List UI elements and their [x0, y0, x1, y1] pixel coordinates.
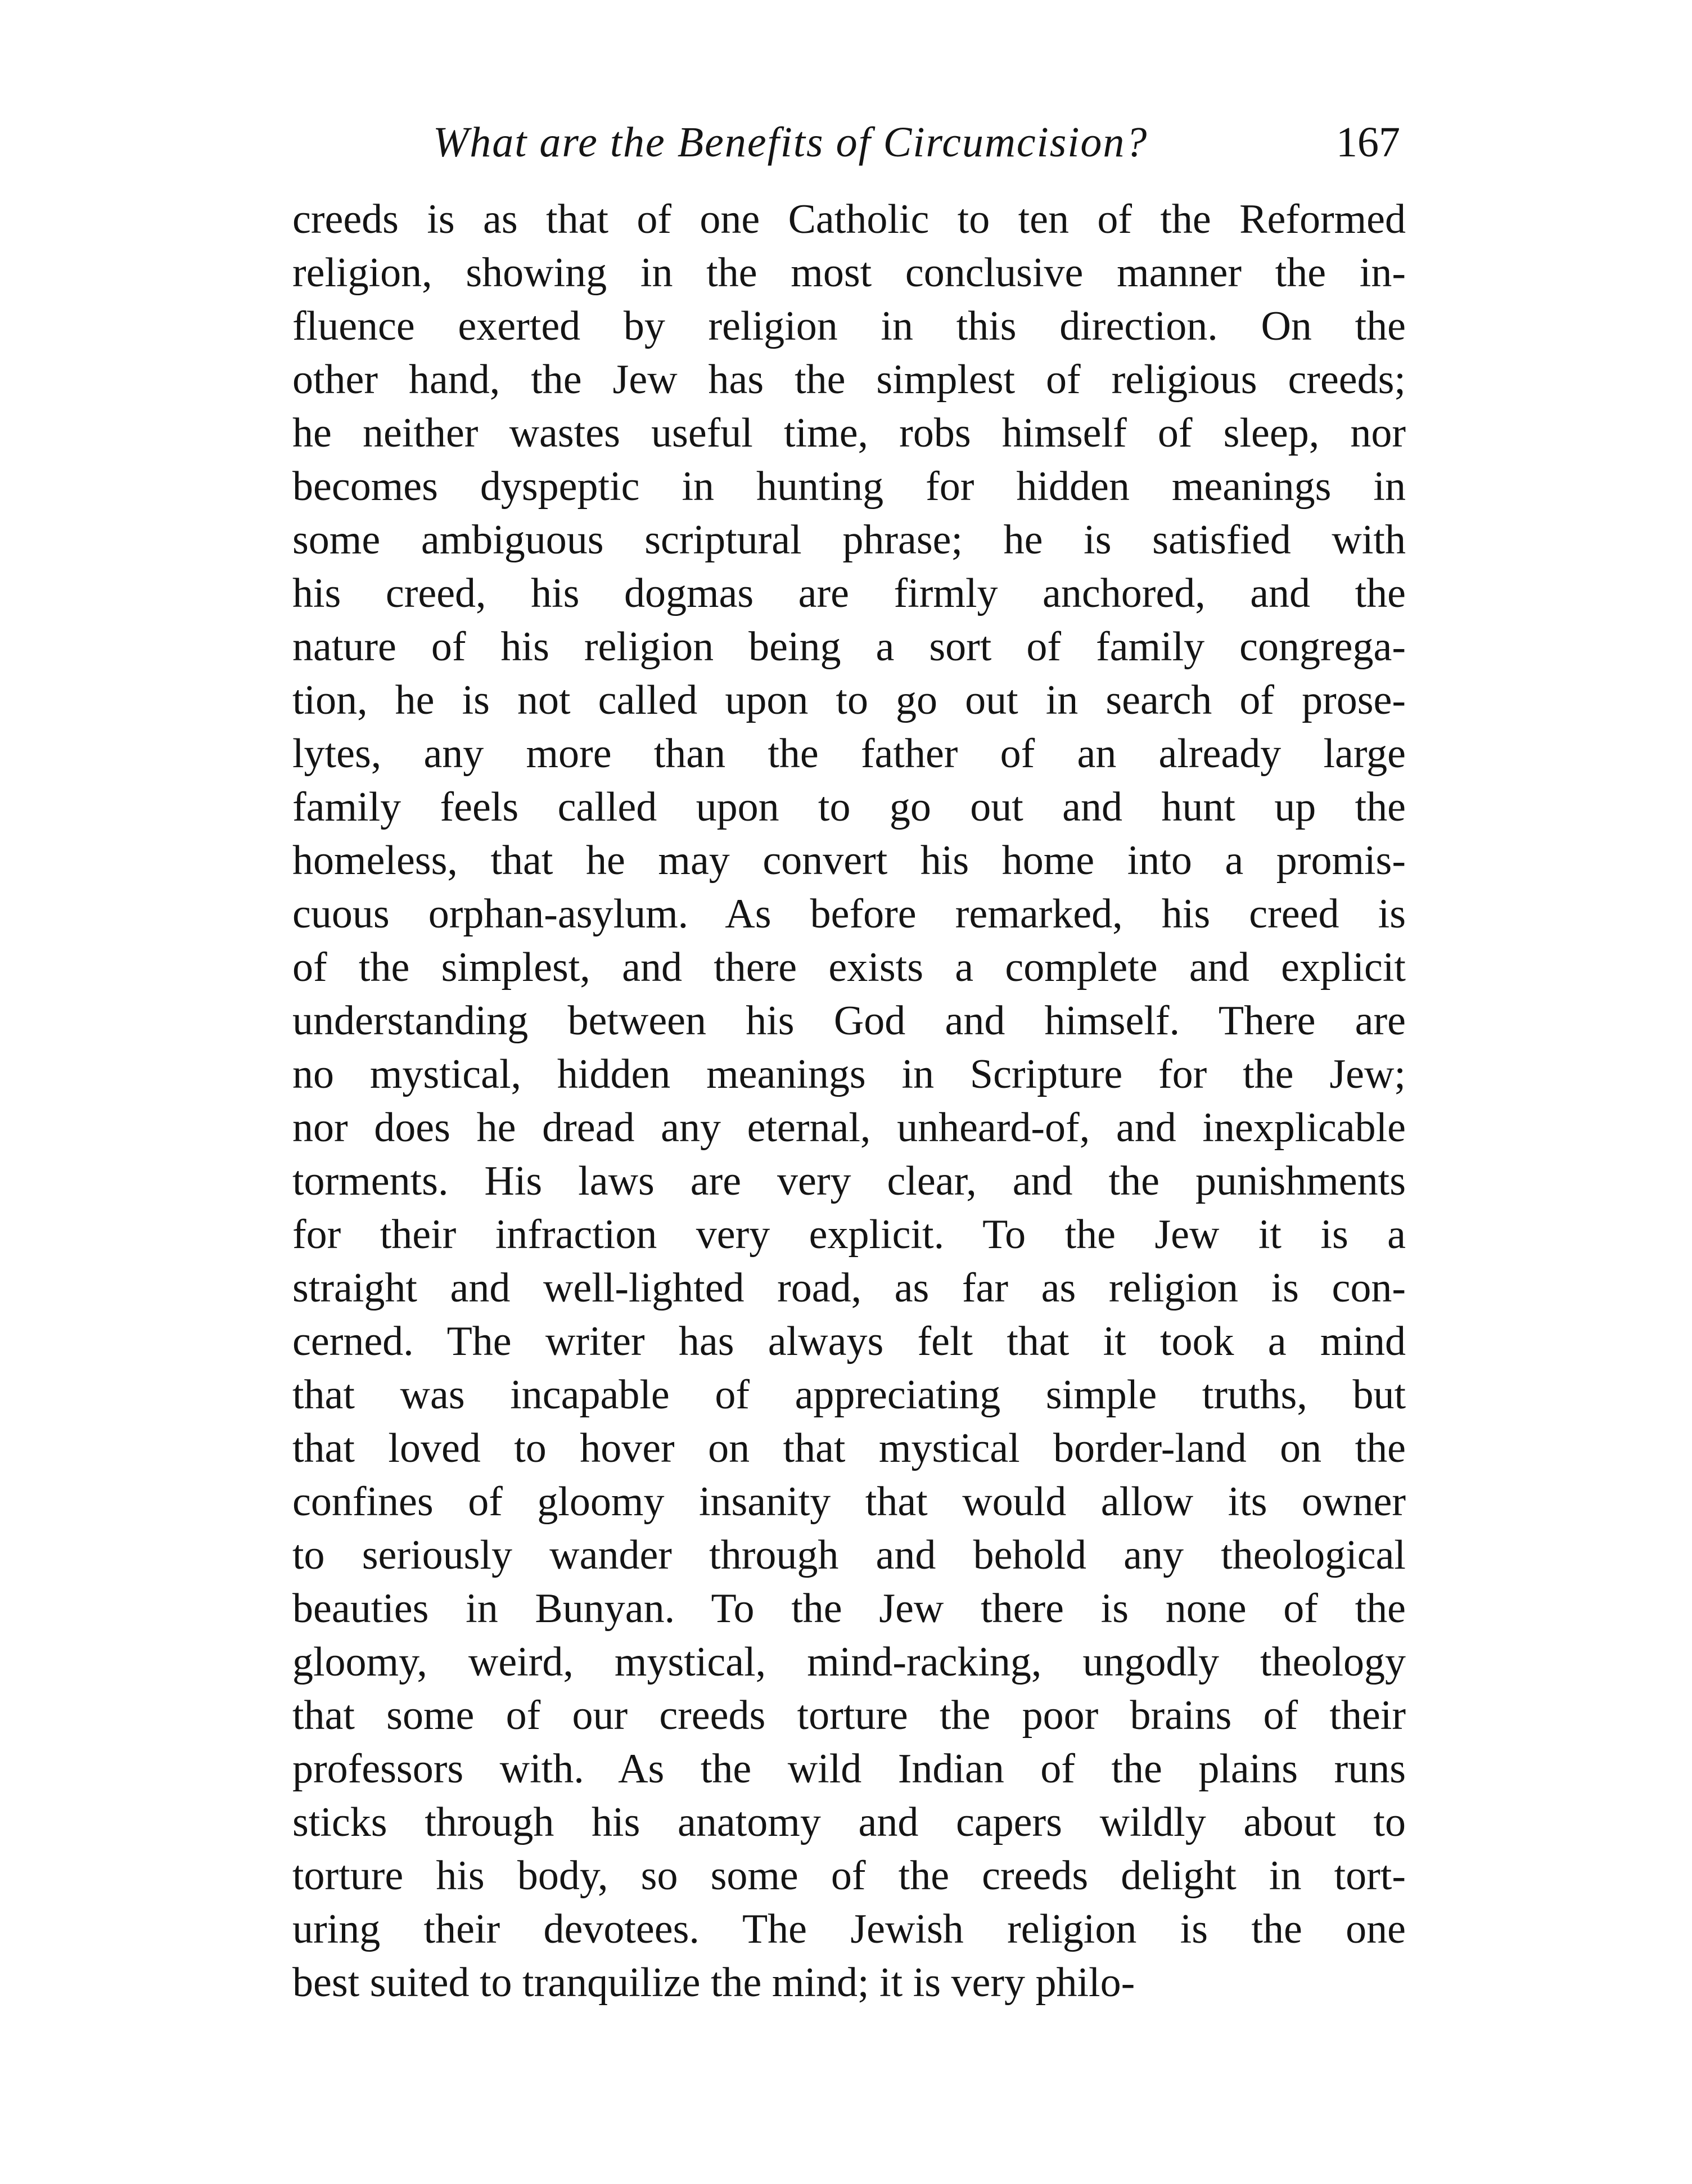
text-line: becomes dyspeptic in hunting for hidden meanings in [292, 463, 1406, 510]
text-line: nor does he dread any eternal, unheard-of, and inexplicable [292, 1105, 1406, 1151]
text-line: torture his body, so some of the creeds delight in tort- [292, 1853, 1406, 1899]
text-line: for their infraction very explicit. To the Jew it is a [292, 1212, 1406, 1258]
page-number: 167 [1336, 119, 1400, 166]
text-line: nature of his religion being a sort of family congrega- [292, 624, 1406, 670]
text-line: understanding between his God and himself. There are [292, 998, 1406, 1044]
text-line: professors with. As the wild Indian of the plains runs [292, 1746, 1406, 1792]
text-line: to seriously wander through and behold any theological [292, 1532, 1406, 1578]
text-line: beauties in Bunyan. To the Jew there is none of the [292, 1586, 1406, 1632]
text-line: best suited to tranquilize the mind; it is very philo- [292, 1960, 1135, 2006]
text-line: torments. His laws are very clear, and the punishments [292, 1158, 1406, 1204]
text-line: lytes, any more than the father of an already large [292, 731, 1406, 777]
text-line: gloomy, weird, mystical, mind-racking, ungodly theology [292, 1639, 1406, 1685]
text-line: his creed, his dogmas are firmly anchored, and the [292, 570, 1406, 616]
text-line: homeless, that he may convert his home into a promis- [292, 837, 1406, 884]
text-line: some ambiguous scriptural phrase; he is satisfied with [292, 517, 1406, 563]
text-line: that some of our creeds torture the poor brains of their [292, 1692, 1406, 1739]
text-line: straight and well-lighted road, as far as religion is con- [292, 1265, 1406, 1311]
text-line: family feels called upon to go out and hunt up the [292, 784, 1406, 830]
text-line: he neither wastes useful time, robs himself of sleep, nor [292, 410, 1406, 456]
text-line: uring their devotees. The Jewish religion is the one [292, 1906, 1406, 1952]
text-line: of the simplest, and there exists a complete and explicit [292, 944, 1406, 990]
text-line: cuous orphan-asylum. As before remarked, his creed is [292, 891, 1406, 937]
text-line: cerned. The writer has always felt that it took a mind [292, 1318, 1406, 1365]
running-title: What are the Benefits of Circumcision? [433, 119, 1148, 166]
running-head [433, 111, 1400, 173]
text-line: that was incapable of appreciating simple truths, but [292, 1372, 1406, 1418]
text-line: fluence exerted by religion in this direction. On the [292, 303, 1406, 349]
text-line: that loved to hover on that mystical border-land on the [292, 1425, 1406, 1471]
body-text [292, 193, 1406, 2010]
text-line: sticks through his anatomy and capers wildly about to [292, 1799, 1406, 1845]
text-line: other hand, the Jew has the simplest of religious creeds; [292, 357, 1406, 403]
text-line: creeds is as that of one Catholic to ten of the Reformed [292, 196, 1406, 242]
text-line: confines of gloomy insanity that would allow its owner [292, 1479, 1406, 1525]
text-line: tion, he is not called upon to go out in search of prose- [292, 677, 1406, 723]
text-line: religion, showing in the most conclusive manner the in- [292, 250, 1406, 296]
text-line: no mystical, hidden meanings in Scripture for the Jew; [292, 1051, 1406, 1097]
